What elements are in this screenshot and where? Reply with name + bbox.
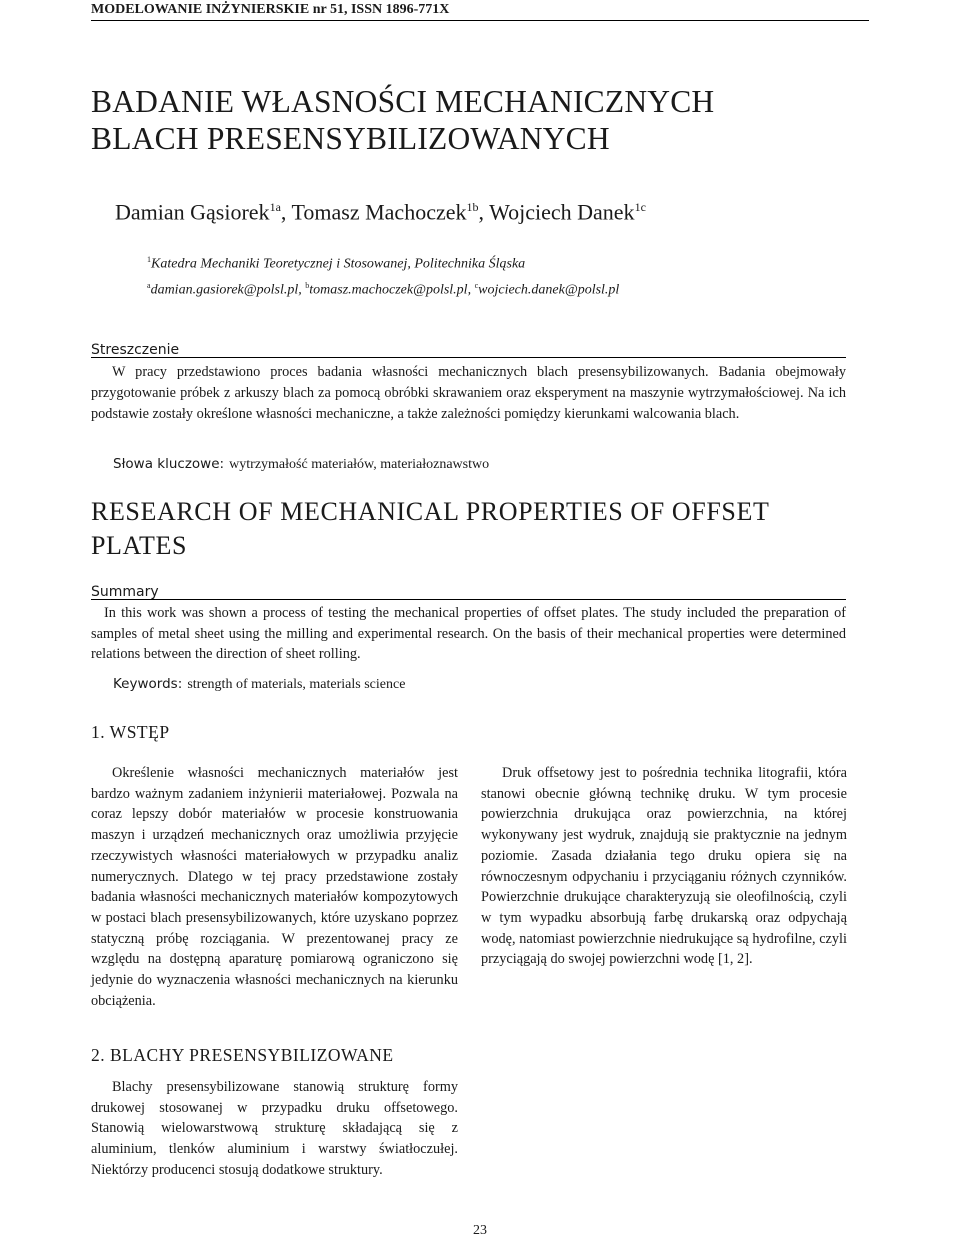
- keywords-en-label: Keywords:: [113, 676, 183, 692]
- section1-title: 1. WSTĘP: [91, 722, 170, 742]
- email-sup: c: [474, 280, 479, 290]
- email-separator: ,: [298, 282, 306, 298]
- english-title-line2: PLATES: [91, 531, 188, 560]
- paper-title-line1: BADANIE WŁASNOŚCI MECHANICZNYCH: [91, 84, 715, 119]
- affiliation-line: [147, 249, 867, 275]
- english-title: [91, 495, 871, 563]
- keywords-pl-label: Słowa kluczowe:: [113, 456, 225, 472]
- author-sup: 1b: [466, 200, 479, 214]
- author-separator: ,: [280, 199, 292, 225]
- author-list: [115, 193, 875, 226]
- author-name: Tomasz Machoczek: [291, 199, 467, 225]
- keywords-pl-text: wytrzymałość materiałów, materiałoznawstwo: [229, 457, 490, 472]
- email-line: [147, 275, 867, 301]
- email-sup: b: [305, 280, 310, 290]
- section2-left-text: Blachy presensybilizowane stanowią strukturę formy drukowej stosowanej w przypadku druku offsetowego. Stanowią wielowarstwową strukturę składającą się z aluminium, tlenków aluminium i warstwy światłoczułej. Niektórzy producenci stosują dodatkowe struktury.: [91, 1079, 458, 1178]
- affiliation-sup: 1: [147, 255, 151, 264]
- author-sup: 1c: [634, 200, 646, 214]
- author-name: Wojciech Danek: [489, 199, 635, 225]
- email-separator: ,: [467, 282, 475, 298]
- abstract-heading: Streszczenie: [91, 342, 180, 358]
- paper-title-line2: BLACH PRESENSYBILIZOWANYCH: [91, 121, 610, 156]
- keywords-en: [113, 673, 853, 693]
- abstract-rule: [91, 357, 846, 358]
- keywords-pl: [113, 453, 853, 473]
- section1-right-column: [481, 763, 847, 970]
- section2-left-column: [91, 1077, 458, 1181]
- email-sup: a: [147, 280, 151, 290]
- summary-heading: Summary: [91, 584, 159, 600]
- author-sup: 1a: [269, 200, 281, 214]
- section1-left-column: [91, 763, 458, 1011]
- author-separator: ,: [478, 199, 490, 225]
- summary-rule: [91, 599, 846, 600]
- email-address[interactable]: tomasz.machoczek@polsl.pl: [309, 282, 468, 298]
- section1-right-text: Druk offsetowy jest to pośrednia technika litografii, która stanowi obecnie główną technikę druku. W tym procesie powierzchnia drukująca oraz powierzchnia, na której wykonywany jest wydruk, znajdują sie praktycznie na jednym poziomie. Zasada działania tego druku opiera się na równoczesnym odpychaniu i przyciąganiu różnych czynników. Powierzchnie drukujące charakteryzują sie oleofilnością, czyli w tym wypadku absorbują farbę drukarską oraz odpychają wodę, natomiast powierzchnie niedrukujące są hydrofilne, czyli przyciągają do swojej powierzchni wodę [1, 2].: [481, 765, 847, 968]
- section1-left-text: Określenie własności mechanicznych materiałów jest bardzo ważnym zadaniem inżynierii materiałowej. Pozwala na coraz lepszy dobór materiałów w procesie konstruowania maszyn i urządzeń mechanicznych oraz umożliwia przyjęcie rzeczywistych własności materiałowych w przypadku analiz numerycznych. Dlatego w tej pracy przedstawione zostały badania własności mechanicznych materiałów kompozytowych w postaci blach presensybilizowanych, które uzyskano poprzez statyczną próbę rozciągania. W prezentowanej pracy ze względu na dostępną aparaturę pomiarową ograniczono się jedynie do wyznaczenia własności mechanicznych na kierunku obciążenia.: [91, 765, 458, 1009]
- section2-title: 2. BLACHY PRESENSYBILIZOWANE: [91, 1045, 394, 1065]
- affiliation-text: Katedra Mechaniki Teoretycznej i Stosowanej, Politechnika Śląska: [151, 256, 526, 272]
- english-title-line1: RESEARCH OF MECHANICAL PROPERTIES OF OFFSET: [91, 497, 770, 526]
- affiliation: [147, 249, 867, 300]
- email-address[interactable]: wojciech.danek@polsl.pl: [478, 282, 620, 298]
- abstract-text: W pracy przedstawiono proces badania własności mechanicznych blach presensybilizowanych. Badania obejmowały przygotowanie próbek z arkuszy blach za pomocą obróbki skrawaniem oraz eksperyment na maszynie wytrzymałościowej. Na ich podstawie zostały określone własności mechaniczne, a także zależności pomiędzy kierunkami walcowania blach.: [91, 364, 846, 422]
- author-name: Damian Gąsiorek: [115, 199, 270, 225]
- keywords-en-text: strength of materials, materials science: [187, 677, 406, 692]
- summary-text: In this work was shown a process of testing the mechanical properties of offset plates. The study included the preparation of samples of metal sheet using the milling and experimental research. On the basis of their mechanical properties were determined relations between the direction of sheet rolling.: [91, 605, 846, 663]
- email-address[interactable]: damian.gasiorek@polsl.pl: [150, 282, 299, 298]
- journal-header: MODELOWANIE INŻYNIERSKIE nr 51, ISSN 1896-771X: [91, 0, 869, 21]
- paper-title: [91, 83, 891, 157]
- page-number: 23: [473, 1223, 487, 1238]
